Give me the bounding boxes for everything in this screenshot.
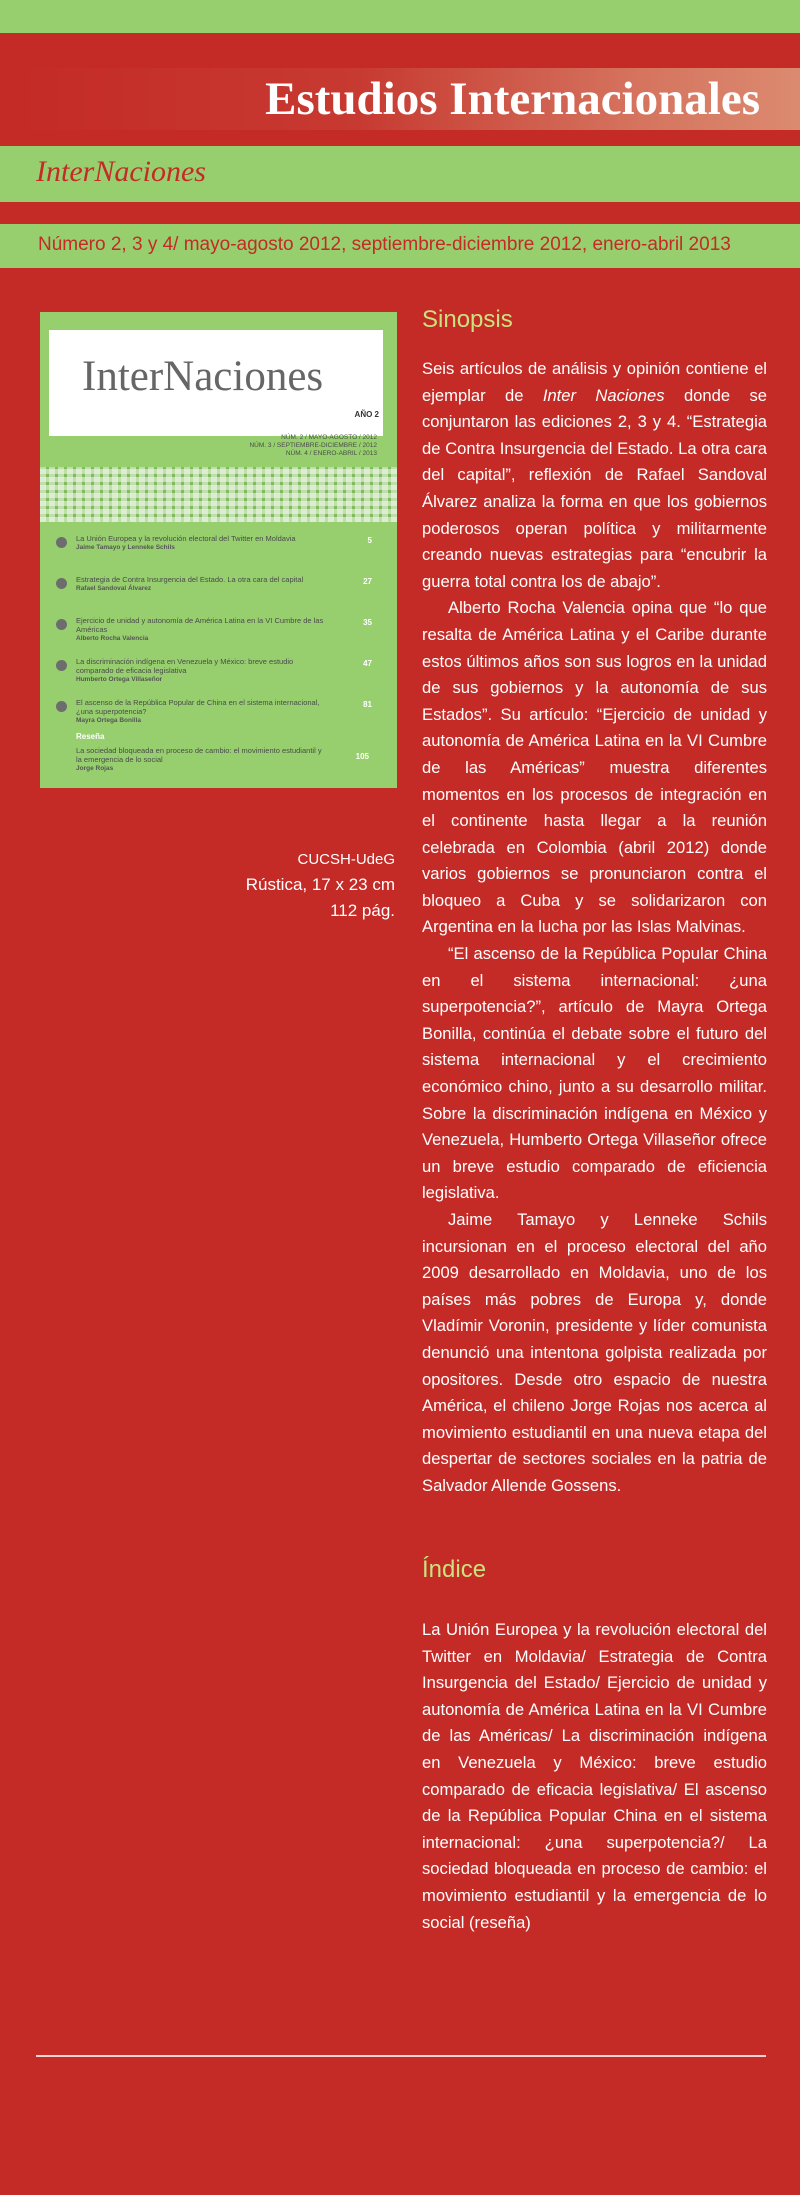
cover-resena-author: Jorge Rojas [76,765,114,772]
cover-toc-author: Rafael Sandoval Álvarez [76,585,152,592]
cover-toc-author: Mayra Ortega Bonilla [76,717,142,724]
cover-resena-label: Reseña [76,732,105,741]
cover-toc-author: Humberto Ortega Villaseñor [76,676,163,683]
cover-toc-text [76,698,326,725]
cover-resena-page: 105 [355,752,369,761]
cover-toc-text [76,616,326,643]
title-band [0,68,800,130]
journal-band [0,146,800,202]
text-run: donde se conjuntaron las ediciones 2, 3 y 4. “Estrategia de Contra Insurgencia del Estado. La otra cara del capital”, reflexión de Rafael Sandoval Álvarez analiza la forma en que los gobiernos poderosos operan política y militarmente creando nuevas estrategias para “encubrir la guerra total contra los de abajo”. [422,385,767,591]
cover-toc-page: 35 [363,618,372,627]
bullet-icon [56,578,67,589]
cover-toc-title: La Unión Europea y la revolución electoral del Twitter en Moldavia [76,534,296,543]
page-title: Estudios Internacionales [265,73,760,125]
sinopsis-heading: Sinopsis [422,306,513,333]
cover-toc [50,534,390,739]
cover-toc-text [76,575,326,593]
issue-info: Número 2, 3 y 4/ mayo-agosto 2012, septiembre-diciembre 2012, enero-abril 2013 [38,234,731,255]
cover-toc-item [50,534,390,565]
indice-heading: Índice [422,1556,487,1583]
cover-toc-title: Estrategia de Contra Insurgencia del Estado. La otra cara del capital [76,575,304,584]
cover-resena-title: La sociedad bloqueada en proceso de cambio: el movimiento estudiantil y la emergencia de lo social [76,746,322,764]
cover-toc-title: La discriminación indígena en Venezuela y México: breve estudio comparado de eficacia legislativa [76,657,294,675]
cover-map-graphic [40,467,397,522]
cover-toc-text [76,657,326,684]
cover-toc-page: 81 [363,700,372,709]
cover-toc-title: Ejercicio de unidad y autonomía de América Latina en la VI Cumbre de las Américas [76,616,324,634]
bottom-divider [36,2055,766,2057]
book-details [246,848,395,924]
issue-band [0,224,800,268]
bullet-icon [56,619,67,630]
sinopsis-paragraph: “El ascenso de la República Popular China en el sistema internacional: ¿una superpotencia?”, artículo de Mayra Ortega Bonilla, continúa el debate sobre el futuro del sistema internacional y el crecimiento económico chino, junto a su desarrollo militar. Sobre la discriminación indígena en México y Venezuela, Humberto Ortega Villaseñor ofrece un breve estudio comparado de eficiencia legislativa. [422,944,767,1203]
binding-size: Rústica, 17 x 23 cm [245,875,395,894]
cover-toc-item [50,657,390,688]
cover-logo: InterNaciones [82,353,324,400]
publisher: CUCSH-UdeG [297,851,395,868]
page-count: 112 pág. [330,901,395,920]
cover-toc-title: El ascenso de la República Popular de China en el sistema internacional, ¿una superpotencia? [76,698,320,716]
cover-toc-page: 47 [363,659,372,668]
cover-number-line: NÚM. 2 / MAYO-AGOSTO / 2012 [281,434,377,441]
bullet-icon [56,660,67,671]
cover-number-line: NÚM. 4 / ENERO-ABRIL / 2013 [285,450,377,457]
cover-toc-item [50,575,390,606]
cover-resena-text [76,746,326,773]
book-cover [40,312,397,788]
cover-toc-author: Alberto Rocha Valencia [76,635,149,642]
top-green-band [0,0,800,33]
cover-toc-page: 5 [367,536,372,545]
text-run: Seis artículos de análisis y opinión contiene el ejemplar de [422,359,767,405]
cover-issue-numbers [249,434,377,458]
cover-toc-author: Jaime Tamayo y Lenneke Schils [76,544,175,551]
sinopsis-section [422,306,767,1500]
bullet-icon [56,701,67,712]
cover-toc-item [50,616,390,647]
sinopsis-paragraph: Jaime Tamayo y Lenneke Schils incursionan en el proceso electoral del año 2009 desarrollado en Moldavia, uno de los países más pobres de Europa y, donde Vladímir Voronin, presidente y líder comunista denunció una intentona golpista realizada por opositores. Desde otro espacio de nuestra América, el chileno Jorge Rojas nos acerca al movimiento estudiantil en una nueva etapa del despertar de sectores sociales en la patria de Salvador Allende Gossens. [422,1210,767,1495]
journal-name: InterNaciones [36,155,206,188]
cover-toc-text [76,534,326,552]
bullet-icon [56,537,67,548]
cover-number-line: NÚM. 3 / SEPTIEMBRE-DICIEMBRE / 2012 [249,442,377,449]
indice-body: La Unión Europea y la revolución electoral del Twitter en Moldavia/ Estrategia de Contra Insurgencia del Estado/ Ejercicio de unidad y autonomía de América Latina en la VI Cumbre de las Américas/ La discriminación indígena en Venezuela y México: breve estudio comparado de eficacia legislativa/ El ascenso de la República Popular China en el sistema internacional: ¿una superpotencia?/ La sociedad bloqueada en proceso de cambio: el movimiento estudiantil y la emergencia de lo social (reseña) [422,1620,767,1932]
cover-toc-item [50,698,390,729]
sinopsis-paragraph: Alberto Rocha Valencia opina que “lo que resalta de América Latina y el Caribe durante estos últimos años son sus logros en la unidad de sus gobiernos y la autonomía de sus Estados”. Su artículo: “Ejercicio de unidad y autonomía de América Latina en la VI Cumbre de las Américas” muestra diferentes momentos en los procesos de integración en el continente hasta llegar a la reunión celebrada en Colombia (abril 2012) donde varios gobiernos se pronunciaron contra el bloqueo a Cuba y se solidarizaron con Argentina en la lucha por las Islas Malvinas. [422,598,767,937]
cover-toc-page: 27 [363,577,372,586]
cover-year-label: AÑO 2 [354,410,379,419]
sinopsis-paragraph [422,356,767,595]
journal-name-italic: Inter Naciones [542,385,665,405]
